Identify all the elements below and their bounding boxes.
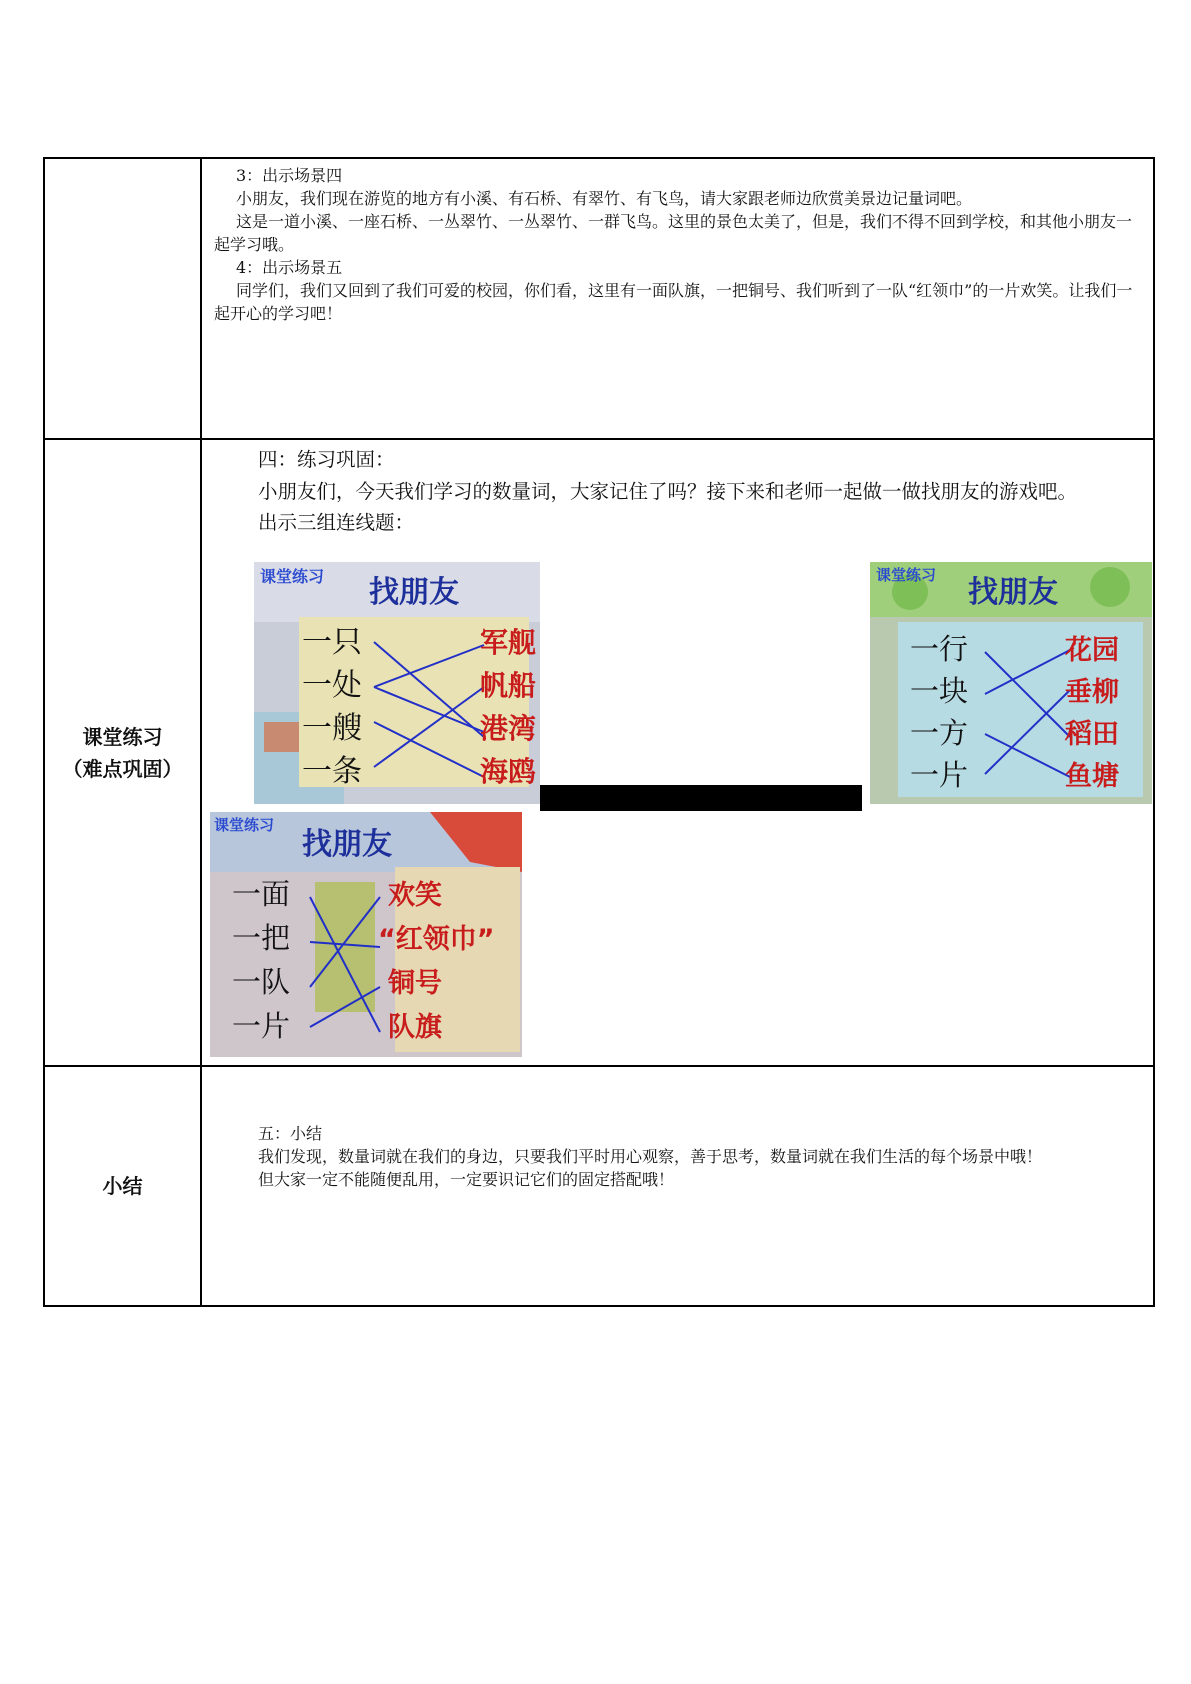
match-right: 帆船 [480, 669, 537, 702]
lesson-table [43, 157, 1155, 1307]
match-right: 花园 [1065, 635, 1119, 666]
match-right: 铜号 [388, 968, 442, 999]
match-left: 一条 [302, 754, 362, 789]
match-left: 一行 [910, 632, 969, 666]
match-left: 一艘 [302, 711, 362, 746]
exercise-picture [870, 562, 1152, 804]
picture-title: 找朋友 [302, 827, 392, 862]
summary-heading: 五：小结 [258, 1124, 323, 1143]
table-row [44, 158, 1154, 439]
scene4-desc: 这是一道小溪、一座石桥、一丛翠竹、一丛翠竹、一群飞鸟。这里的景色太美了，但是，我们不得不回到学校，和其他小朋友一起学习哦。 [214, 212, 1133, 254]
match-right: 军舰 [480, 626, 537, 659]
scene4-text: 小朋友，我们现在游览的地方有小溪、有石桥、有翠竹、有飞鸟，请大家跟老师边欣赏美景边记量词吧。 [236, 189, 973, 208]
match-left: 一处 [302, 668, 362, 703]
match-left: 一只 [302, 625, 362, 660]
practice-sublabel: （难点巩固） [62, 756, 183, 781]
practice-label: 课堂练习 [82, 724, 163, 749]
table-row [44, 1066, 1154, 1306]
match-right: 稻田 [1065, 719, 1119, 750]
match-left: 一块 [910, 674, 969, 708]
picture-title: 找朋友 [369, 575, 459, 610]
scene-cell [201, 158, 1154, 439]
match-right: 鱼塘 [1065, 761, 1119, 792]
match-left: 一片 [232, 1009, 291, 1043]
summary-cell [201, 1066, 1154, 1306]
exercise-picture [210, 812, 522, 1057]
match-right: 队旗 [388, 1012, 442, 1043]
match-left: 一把 [232, 921, 291, 955]
summary-note: 但大家一定不能随便乱用，一定要识记它们的固定搭配哦！ [258, 1170, 675, 1189]
exercise-picture [254, 562, 540, 804]
practice-intro: 小朋友们，今天我们学习的数量词，大家记住了吗？接下来和老师一起做一做找朋友的游戏吧。 [258, 479, 1078, 503]
table-row [44, 439, 1154, 1066]
scene5-text: 同学们，我们又回到了我们可爱的校园，你们看，这里有一面队旗，一把铜号、我们听到了一队“红领巾”的一片欢笑。让我们一起开心的学习吧！ [214, 281, 1133, 323]
row-label-summary [44, 1066, 201, 1306]
practice-heading: 四：练习巩固： [258, 448, 395, 471]
scene5-heading: 4：出示场景五 [236, 258, 343, 277]
match-right: 海鸥 [480, 755, 537, 788]
redaction-bar [540, 785, 862, 811]
practice-cell [201, 439, 1154, 1066]
match-right: 垂柳 [1065, 677, 1119, 708]
picture-badge: 课堂练习 [214, 816, 275, 834]
match-right: 欢笑 [388, 880, 442, 911]
scene4-heading: 3：出示场景四 [236, 166, 343, 185]
match-right: “红领巾” [378, 924, 495, 955]
match-left: 一队 [232, 965, 291, 999]
picture-badge: 课堂练习 [876, 566, 937, 584]
match-right: 港湾 [480, 712, 537, 745]
picture-badge: 课堂练习 [260, 567, 325, 586]
practice-task: 出示三组连线题： [258, 511, 415, 534]
summary-label: 小结 [102, 1174, 143, 1198]
row-label-practice [44, 439, 201, 1066]
picture-title: 找朋友 [968, 575, 1058, 610]
summary-text: 我们发现，数量词就在我们的身边，只要我们平时用心观察，善于思考，数量词就在我们生活的每个场景中哦！ [258, 1147, 1043, 1166]
row-label-empty [44, 158, 201, 439]
match-left: 一面 [232, 877, 291, 911]
match-left: 一片 [910, 758, 969, 792]
match-left: 一方 [910, 716, 969, 750]
